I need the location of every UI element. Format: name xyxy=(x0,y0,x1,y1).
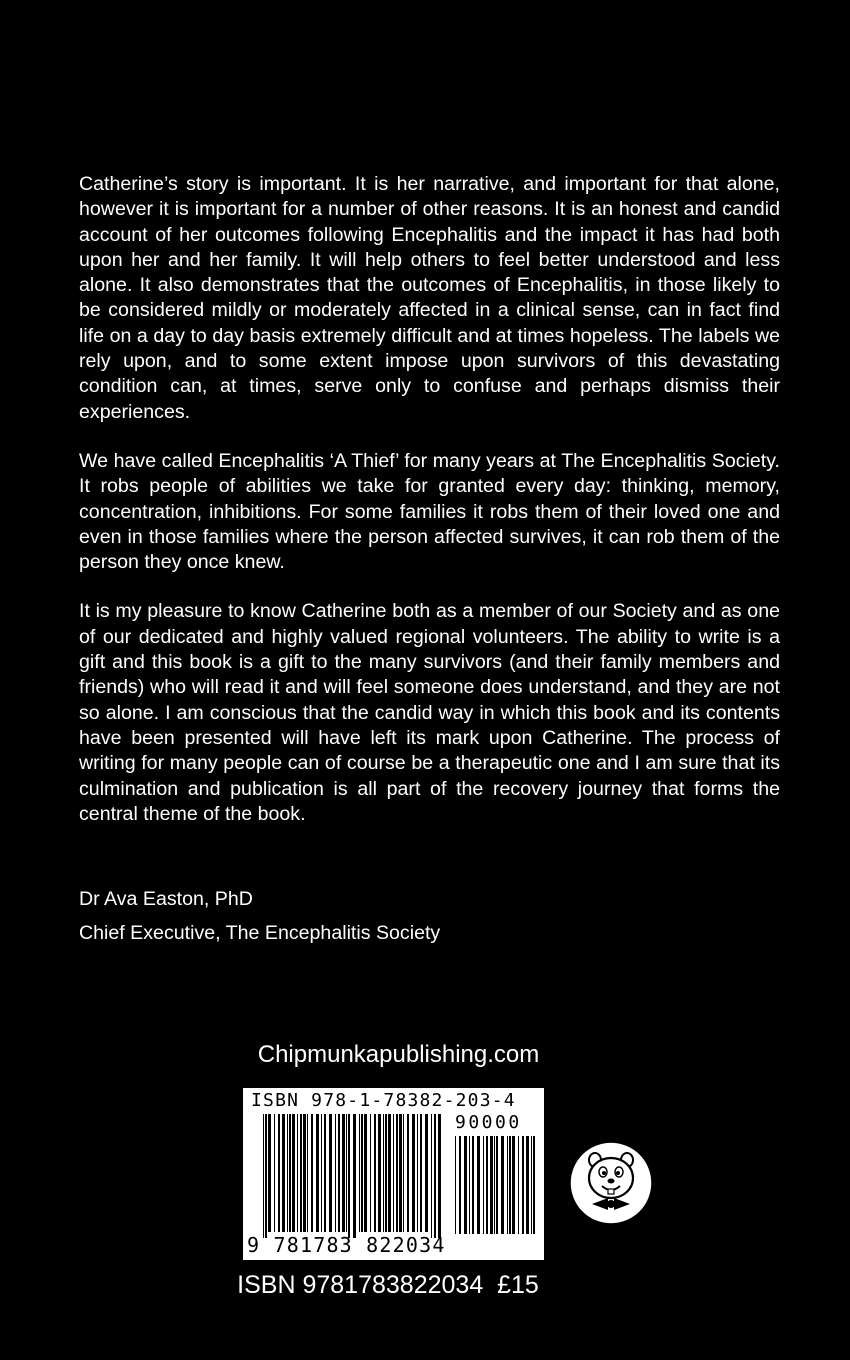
isbn-price-line: ISBN 9781783822034 £15 xyxy=(237,1271,539,1299)
barcode-bar xyxy=(364,1114,367,1232)
blurb-paragraph-1: Catherine’s story is important. It is her narrative, and important for that alone, however it is important for a number of other reasons. It is an honest and candid account of her outcomes following Encephalitis and the impact it has had both upon her and her family. It will help others to feel better understood and less alone. It also demonstrates that the outcomes of Encephalitis, in those likely to be considered mildly or moderately affected in a clinical sense, can in fact find life on a day to day basis extremely difficult and at times hopeless. The labels we rely upon, and to some extent impose upon survivors of this devastating condition can, at times, serve only to confuse and perhaps dismiss their experiences. xyxy=(79,173,780,423)
barcode-bar xyxy=(353,1114,356,1238)
chipmunk-logo-icon xyxy=(568,1140,654,1226)
signature-name: Dr Ava Easton, PhD xyxy=(79,888,253,910)
barcode-bar xyxy=(420,1114,422,1232)
barcode-bar xyxy=(268,1114,271,1232)
barcode-bar xyxy=(311,1114,313,1232)
barcode-digits: 9 781783 822034 xyxy=(247,1233,446,1257)
barcode-bar xyxy=(383,1114,384,1232)
barcode-bar xyxy=(265,1114,267,1238)
publisher-website: Chipmunkapublishing.com xyxy=(257,1041,540,1068)
barcode-bar xyxy=(292,1114,295,1232)
barcode-bar xyxy=(494,1136,495,1234)
barcode-bar xyxy=(531,1136,532,1234)
barcode-bar xyxy=(522,1136,524,1234)
barcode-bar xyxy=(431,1114,432,1238)
barcode-bar xyxy=(486,1136,488,1234)
barcode-bar xyxy=(307,1114,308,1232)
barcode-bar xyxy=(303,1114,306,1232)
barcode-bar xyxy=(342,1114,345,1232)
barcode-bar xyxy=(335,1114,336,1232)
barcode-bar xyxy=(370,1114,371,1232)
barcode-bar xyxy=(399,1114,402,1232)
barcode-bar xyxy=(464,1136,467,1234)
barcode-bar xyxy=(289,1114,291,1232)
barcode-bar xyxy=(477,1136,480,1234)
barcode-bar xyxy=(324,1114,326,1232)
barcode-addon-digits: 90000 xyxy=(455,1112,522,1133)
barcode-bar xyxy=(469,1136,470,1234)
barcode-bar xyxy=(434,1114,436,1238)
barcode-bar xyxy=(346,1114,347,1232)
barcode-bar xyxy=(297,1114,298,1232)
barcode-bar xyxy=(407,1114,409,1232)
barcode-bar xyxy=(507,1136,508,1234)
barcode-bar xyxy=(490,1136,493,1234)
barcode-bar xyxy=(509,1136,511,1234)
barcode-bar xyxy=(396,1114,398,1232)
barcode-bar xyxy=(287,1114,288,1232)
barcode-bar xyxy=(316,1114,319,1232)
barcode-bar xyxy=(472,1136,474,1234)
barcode-bar xyxy=(417,1114,418,1232)
blurb xyxy=(79,172,780,827)
barcode-bar xyxy=(263,1114,264,1238)
signature-title: Chief Executive, The Encephalitis Society xyxy=(79,922,441,944)
barcode-bar xyxy=(438,1114,441,1238)
barcode-bar xyxy=(496,1136,498,1234)
barcode-bar xyxy=(282,1114,285,1232)
barcode-bar xyxy=(518,1136,519,1234)
barcode-bar xyxy=(385,1114,387,1232)
barcode-bar xyxy=(348,1114,350,1238)
barcode-bar xyxy=(329,1114,332,1232)
barcode-bar xyxy=(338,1114,340,1232)
barcode-bar xyxy=(321,1114,322,1232)
barcode-bar xyxy=(393,1114,394,1232)
barcode-bar xyxy=(459,1136,461,1234)
barcode-bar xyxy=(412,1114,415,1232)
barcode-bar xyxy=(483,1136,484,1234)
barcode-bar xyxy=(274,1114,275,1232)
barcode-bar xyxy=(403,1114,404,1232)
barcode-bar xyxy=(425,1114,428,1232)
blurb-paragraph-3: It is my pleasure to know Catherine both as a member of our Society and as one of our dedicated and highly valued regional volunteers. The ability to write is a gift and this book is a gift to the many survivors (and their family members and friends) who will read it and will feel someone does understand, and they are not so alone. I am conscious that the candid way in which this book and its contents have been presented will have left its mark upon Catherine. The process of writing for many people can of course be a therapeutic one and I am sure that its culmination and publication is all part of the recovery journey that forms the central theme of the book. xyxy=(79,600,780,825)
barcode-bar xyxy=(359,1114,360,1232)
barcode-bar xyxy=(374,1114,376,1232)
barcode-bar xyxy=(533,1136,535,1234)
barcode-bar xyxy=(526,1136,529,1234)
barcode-bar xyxy=(378,1114,381,1232)
barcode-isbn-label: ISBN 978-1-78382-203-4 xyxy=(251,1090,516,1111)
isbn-barcode xyxy=(243,1088,544,1260)
barcode-bar xyxy=(361,1114,363,1232)
barcode-bar xyxy=(455,1136,456,1234)
barcode-bar xyxy=(300,1114,302,1232)
barcode-bar xyxy=(501,1136,504,1234)
barcode-bar xyxy=(278,1114,280,1232)
blurb-paragraph-2: We have called Encephalitis ‘A Thief’ for many years at The Encephalitis Society. It robs people of abilities we take for granted every day: thinking, memory, concentration, inhibitions. For some families it robs them of their loved one and even in those families where the person affected survives, it can rob them of the person they once knew. xyxy=(79,449,780,574)
barcode-bar xyxy=(512,1136,515,1234)
barcode-bar xyxy=(388,1114,391,1232)
